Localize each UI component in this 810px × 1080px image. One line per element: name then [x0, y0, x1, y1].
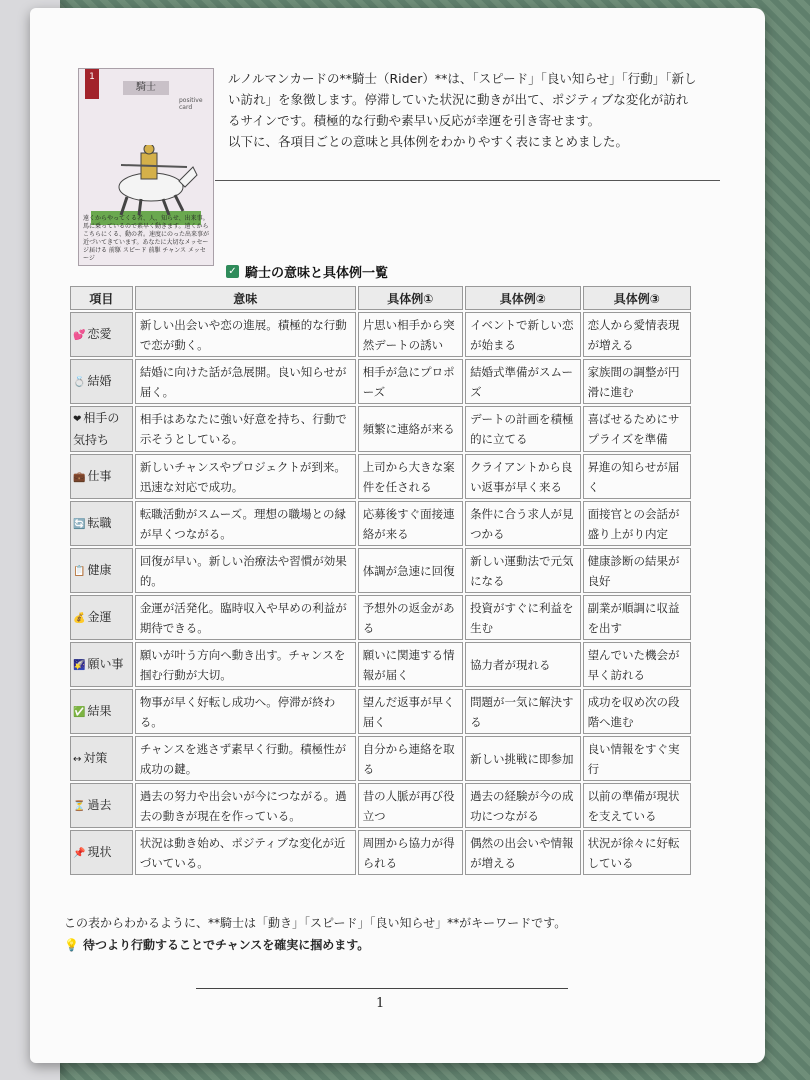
- divider: [215, 180, 720, 181]
- example-2-cell: 問題が一気に解決する: [465, 689, 581, 734]
- rider-card-image: [78, 68, 214, 266]
- item-cell: [70, 736, 133, 781]
- footer-divider: [196, 988, 568, 989]
- example-2-cell: 条件に合う求人が見つかる: [465, 501, 581, 546]
- meaning-cell: 新しいチャンスやプロジェクトが到来。迅速な対応で成功。: [135, 454, 356, 499]
- item-label: 現状: [87, 844, 112, 859]
- example-3-cell: 良い情報をすぐ実行: [583, 736, 691, 781]
- item-cell: [70, 689, 133, 734]
- example-2-cell: 投資がすぐに利益を生む: [465, 595, 581, 640]
- example-1-cell: 相手が急にプロポーズ: [358, 359, 463, 404]
- item-icon: 📌: [73, 847, 86, 859]
- table-row: [70, 642, 691, 687]
- example-3-cell: 以前の準備が現状を支えている: [583, 783, 691, 828]
- meaning-cell: 結婚に向けた話が急展開。良い知らせが届く。: [135, 359, 356, 404]
- item-icon: ✅: [73, 706, 86, 718]
- closing-text: [64, 912, 724, 956]
- section-title: [226, 262, 388, 281]
- item-cell: [70, 501, 133, 546]
- item-cell: [70, 830, 133, 875]
- item-label: 恋愛: [87, 326, 112, 341]
- example-1-cell: 願いに関連する情報が届く: [358, 642, 463, 687]
- card-description: 遠くからやってくる者、人、知らせ、出来事。馬に乗っているので素早く動きます。遠くからこちらにくる、動の者。速度にのった出来事が近づいてきています。あなたに大切なメッセージ届ける 前駆 スピード 前駆 チャンス メッセージ: [83, 215, 209, 262]
- table-row: [70, 359, 691, 404]
- example-1-cell: 応募後すぐ面接連絡が来る: [358, 501, 463, 546]
- example-2-cell: デートの計画を積極的に立てる: [465, 406, 581, 452]
- column-header: 具体例①: [358, 286, 463, 310]
- example-2-cell: クライアントから良い返事が早く来る: [465, 454, 581, 499]
- meaning-cell: 回復が早い。新しい治療法や習慣が効果的。: [135, 548, 356, 593]
- card-subtitle: positive card: [179, 97, 203, 111]
- item-cell: [70, 548, 133, 593]
- table-row: [70, 501, 691, 546]
- example-1-cell: 周囲から協力が得られる: [358, 830, 463, 875]
- item-label: 結婚: [87, 373, 112, 388]
- item-icon: 📋: [73, 565, 86, 577]
- example-3-cell: 健康診断の結果が良好: [583, 548, 691, 593]
- item-label: 相手の気持ち: [73, 411, 120, 447]
- closing-line-2: 待つより行動することでチャンスを確実に掴めます。: [82, 938, 370, 952]
- table-row: [70, 312, 691, 357]
- table-row: [70, 783, 691, 828]
- example-3-cell: 副業が順調に収益を出す: [583, 595, 691, 640]
- example-3-cell: 成功を収め次の段階へ進む: [583, 689, 691, 734]
- item-label: 結果: [87, 703, 112, 718]
- example-3-cell: 恋人から愛情表現が増える: [583, 312, 691, 357]
- meaning-cell: 転職活動がスムーズ。理想の職場との縁が早くつながる。: [135, 501, 356, 546]
- example-1-cell: 望んだ返事が早く届く: [358, 689, 463, 734]
- intro-paragraph: ルノルマンカードの**騎士（Rider）**は、「スピード」「良い知らせ」「行動」「新しい訪れ」を象徴します。停滞していた状況に動きが出て、ポジティブな変化が訪れるサインです。積極的な行動や素早い反応が幸運を引き寄せます。: [228, 71, 697, 128]
- meaning-cell: 物事が早く好転し成功へ。停滞が終わる。: [135, 689, 356, 734]
- item-cell: [70, 642, 133, 687]
- item-label: 健康: [87, 562, 112, 577]
- example-2-cell: 結婚式準備がスムーズ: [465, 359, 581, 404]
- item-cell: [70, 406, 133, 452]
- item-icon: 💰: [73, 612, 86, 624]
- example-1-cell: 予想外の返金がある: [358, 595, 463, 640]
- table-row: [70, 454, 691, 499]
- item-label: 転職: [87, 515, 112, 530]
- item-icon: 🌠: [73, 659, 86, 671]
- table-row: [70, 548, 691, 593]
- table-row: [70, 830, 691, 875]
- closing-line: この表からわかるように、**騎士は「動き」「スピード」「良い知らせ」**がキーワードです。: [64, 916, 567, 930]
- intro-text: [228, 68, 698, 152]
- item-cell: [70, 783, 133, 828]
- example-3-cell: 喜ばせるためにサプライズを準備: [583, 406, 691, 452]
- meaning-cell: 状況は動き始め、ポジティブな変化が近づいている。: [135, 830, 356, 875]
- card-name: 騎士: [123, 81, 169, 95]
- item-cell: [70, 312, 133, 357]
- meaning-cell: 過去の努力や出会いが今につながる。過去の動きが現在を作っている。: [135, 783, 356, 828]
- item-icon: ↔: [73, 753, 82, 765]
- lightbulb-icon: 💡: [64, 938, 79, 952]
- item-label: 過去: [87, 797, 112, 812]
- example-3-cell: 家族間の調整が円滑に進む: [583, 359, 691, 404]
- example-1-cell: 自分から連絡を取る: [358, 736, 463, 781]
- knight-illustration-icon: [91, 145, 201, 225]
- card-number: 1: [85, 69, 99, 99]
- item-label: 仕事: [87, 468, 112, 483]
- meaning-cell: チャンスを逃さず素早く行動。積極性が成功の鍵。: [135, 736, 356, 781]
- example-2-cell: 新しい挑戦に即参加: [465, 736, 581, 781]
- table-row: [70, 689, 691, 734]
- meaning-cell: 新しい出会いや恋の進展。積極的な行動で恋が動く。: [135, 312, 356, 357]
- example-1-cell: 昔の人脈が再び役立つ: [358, 783, 463, 828]
- example-3-cell: 状況が徐々に好転している: [583, 830, 691, 875]
- checkbox-icon: ✓: [226, 265, 239, 278]
- column-header: 項目: [70, 286, 133, 310]
- example-2-cell: 新しい運動法で元気になる: [465, 548, 581, 593]
- column-header: 具体例②: [465, 286, 581, 310]
- item-icon: ❤: [73, 414, 82, 425]
- intro-paragraph: 以下に、各項目ごとの意味と具体例をわかりやすく表にまとめました。: [228, 134, 629, 149]
- item-icon: 💕: [73, 329, 86, 341]
- item-icon: 🔄: [73, 518, 86, 530]
- meaning-cell: 金運が活発化。臨時収入や早めの利益が期待できる。: [135, 595, 356, 640]
- example-2-cell: 過去の経験が今の成功につながる: [465, 783, 581, 828]
- item-icon: 💼: [73, 471, 86, 483]
- example-1-cell: 体調が急速に回復: [358, 548, 463, 593]
- page-number: 1: [376, 996, 385, 1011]
- example-1-cell: 頻繁に連絡が来る: [358, 406, 463, 452]
- table-row: [70, 406, 691, 452]
- item-cell: [70, 454, 133, 499]
- example-2-cell: 協力者が現れる: [465, 642, 581, 687]
- example-3-cell: 昇進の知らせが届く: [583, 454, 691, 499]
- example-1-cell: 上司から大きな案件を任される: [358, 454, 463, 499]
- column-header: 具体例③: [583, 286, 691, 310]
- meaning-cell: 願いが叶う方向へ動き出す。チャンスを掴む行動が大切。: [135, 642, 356, 687]
- table-header-row: [70, 286, 691, 310]
- closing-highlight: [64, 934, 724, 956]
- table-row: [70, 595, 691, 640]
- column-header: 意味: [135, 286, 356, 310]
- table-row: [70, 736, 691, 781]
- item-icon: ⏳: [73, 800, 86, 812]
- item-label: 金運: [87, 609, 112, 624]
- item-cell: [70, 595, 133, 640]
- item-label: 対策: [83, 750, 108, 765]
- example-2-cell: 偶然の出会いや情報が増える: [465, 830, 581, 875]
- item-icon: 💍: [73, 376, 86, 388]
- item-cell: [70, 359, 133, 404]
- item-label: 願い事: [87, 656, 124, 671]
- section-title-text: 騎士の意味と具体例一覧: [245, 266, 389, 281]
- example-1-cell: 片思い相手から突然デートの誘い: [358, 312, 463, 357]
- example-3-cell: 望んでいた機会が早く訪れる: [583, 642, 691, 687]
- example-2-cell: イベントで新しい恋が始まる: [465, 312, 581, 357]
- meaning-cell: 相手はあなたに強い好意を持ち、行動で示そうとしている。: [135, 406, 356, 452]
- example-3-cell: 面接官との会話が盛り上がり内定: [583, 501, 691, 546]
- meaning-table: [68, 284, 693, 877]
